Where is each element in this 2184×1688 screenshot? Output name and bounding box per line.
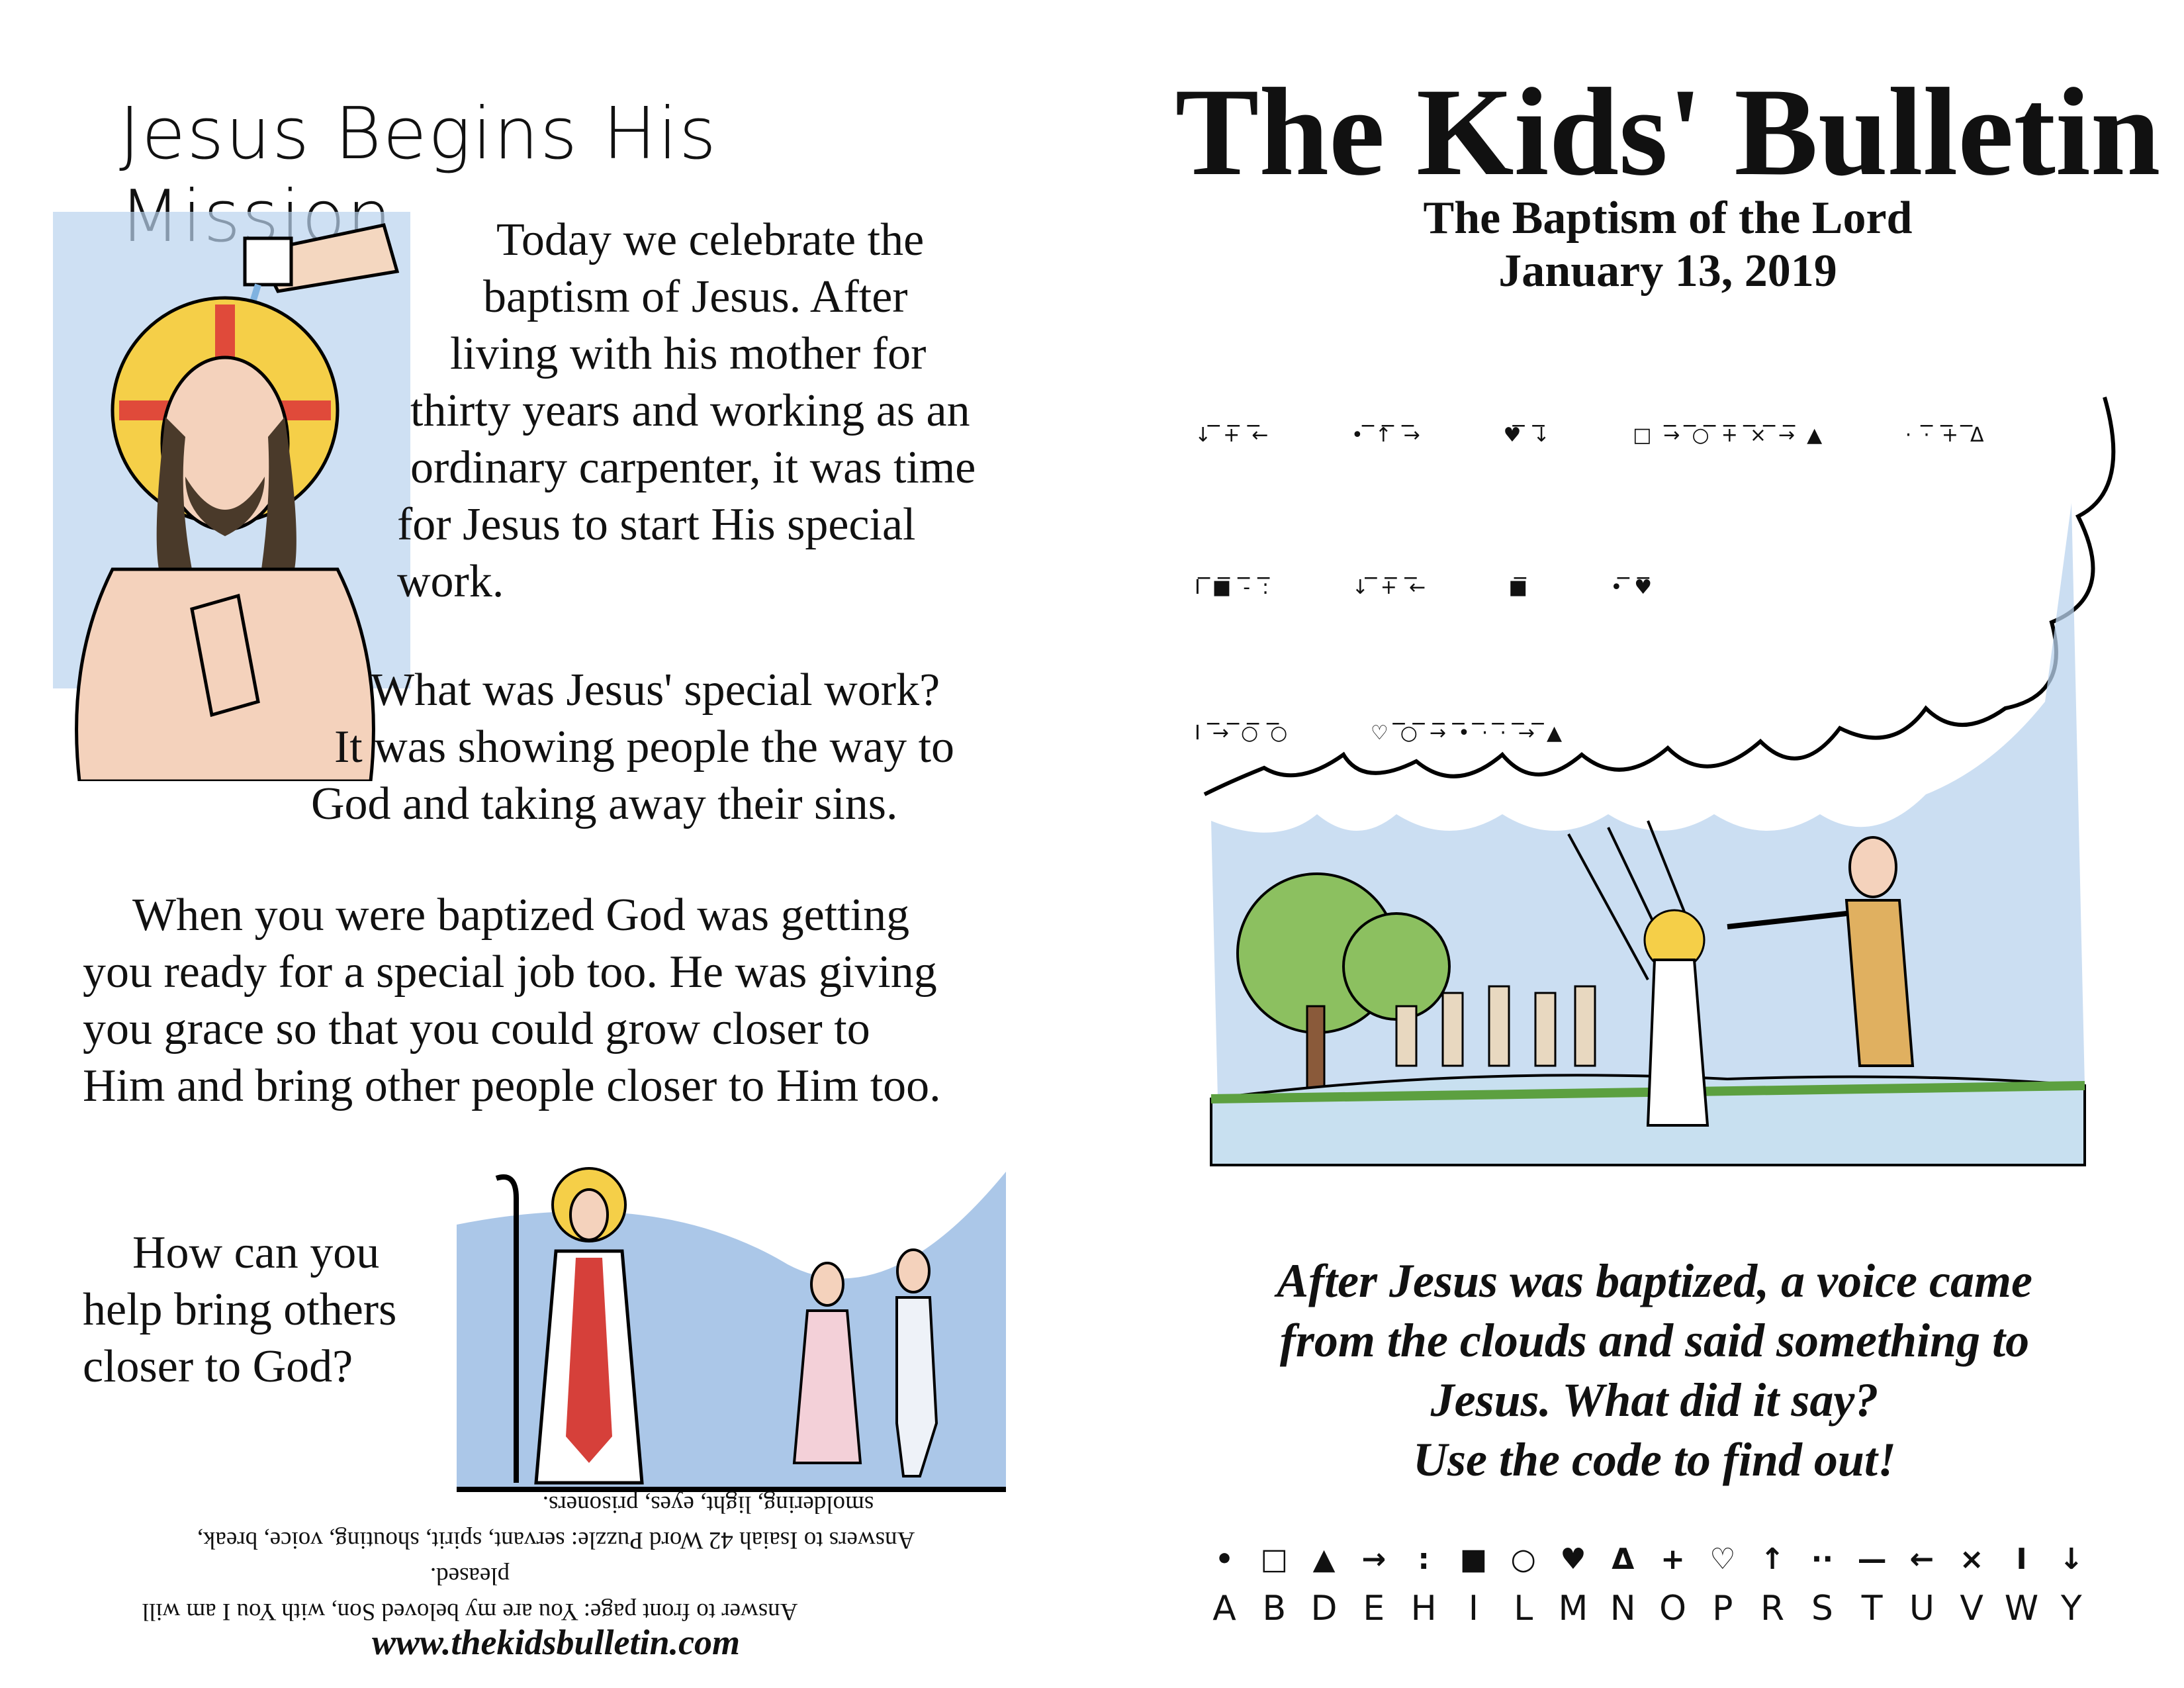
left-page-title: Jesus Begins His: [119, 93, 718, 175]
key-symbol: ♡: [1709, 1542, 1736, 1576]
question-line: After Jesus was baptized, a voice came: [1277, 1254, 2032, 1307]
special-work-line: It was showing people the way to: [334, 722, 955, 773]
code-word: ___ ··+Δ: [1905, 400, 1996, 447]
intro-line: ordinary carpenter, it was time: [410, 442, 976, 493]
code-symbols: ♡○→•··→▲: [1370, 722, 1574, 745]
key-symbol: ○: [1510, 1542, 1536, 1576]
special-work-line: God and taking away their sins.: [311, 778, 898, 829]
code-symbols: ↓+←: [1351, 576, 1438, 599]
answers-upside-down: [106, 1486, 1006, 1629]
intro-paragraph: [397, 212, 1046, 610]
key-letter: H: [1410, 1589, 1437, 1628]
question-line: Use the code to find out!: [1413, 1433, 1896, 1486]
baptized-paragraph: [83, 887, 1062, 1115]
key-symbol: ♥: [1560, 1542, 1586, 1576]
code-key-letters: [1205, 1589, 2091, 1628]
key-symbol: I: [2016, 1542, 2027, 1576]
key-symbol: ↓: [2059, 1542, 2084, 1576]
baptized-line: Him and bring other people closer to Him too.: [83, 1060, 941, 1111]
key-letter: E: [1363, 1589, 1385, 1628]
question-line: Jesus. What did it say?: [1430, 1374, 1879, 1427]
baptized-line: you grace so that you could grow closer to: [83, 1004, 870, 1055]
key-symbol: □: [1260, 1542, 1289, 1576]
special-work-paragraph: [311, 662, 1039, 833]
code-symbols: □→○+×→▲: [1633, 424, 1835, 447]
intro-line: living with his mother for: [450, 328, 927, 379]
key-letter: D: [1310, 1589, 1338, 1628]
baptized-line: you ready for a special job too. He was giving: [83, 947, 937, 998]
key-symbol: :: [1418, 1542, 1430, 1576]
key-letter: N: [1610, 1589, 1636, 1628]
code-word: _______ □→○+×→▲: [1633, 400, 1835, 447]
key-letter: U: [1909, 1589, 1934, 1628]
help-line: help bring others: [83, 1284, 397, 1335]
occasion-title: The Baptism of the Lord: [1423, 193, 1913, 244]
bulletin-subtitle: [1257, 192, 2078, 298]
bulletin-date: January 13, 2019: [1498, 246, 1837, 297]
jesus-with-people-illustration: [457, 1158, 1006, 1503]
help-line: How can you: [132, 1227, 380, 1278]
key-symbol: •: [1214, 1542, 1234, 1576]
code-symbols: ··+Δ: [1905, 424, 1996, 447]
key-symbol: ··: [1811, 1542, 1834, 1576]
key-symbol: Δ: [1612, 1542, 1635, 1576]
code-word: ____ I→○○: [1195, 698, 1300, 745]
key-letter: O: [1659, 1589, 1686, 1628]
key-letter: S: [1811, 1589, 1833, 1628]
website-url: www.thekidsbulletin.com: [371, 1622, 741, 1662]
code-word: ___ •↑→: [1351, 400, 1432, 447]
key-symbol: ▲: [1312, 1542, 1336, 1576]
key-letter: I: [1468, 1589, 1479, 1628]
key-letter: B: [1262, 1589, 1287, 1628]
key-symbol: ×: [1959, 1542, 1984, 1576]
intro-line: Today we celebrate the: [496, 214, 925, 265]
code-symbols: ■: [1508, 576, 1539, 599]
help-others-paragraph: [83, 1225, 480, 1395]
key-letter: Y: [2060, 1589, 2082, 1628]
key-letter: A: [1212, 1589, 1236, 1628]
code-word: ____ I■-:: [1195, 552, 1281, 599]
key-symbol: —: [1857, 1542, 1887, 1576]
code-symbols: I→○○: [1195, 722, 1300, 745]
code-symbols: ♥↓: [1503, 424, 1562, 447]
puzzle-row-1: [1195, 400, 2048, 447]
intro-line: for Jesus to start His special: [397, 499, 916, 550]
intro-line: thirty years and working as an: [410, 385, 970, 436]
key-letter: V: [1960, 1589, 1983, 1628]
key-letter: M: [1558, 1589, 1588, 1628]
answers-line: Answer to front page: You are my beloved Son, with You I am will pleased.: [142, 1562, 798, 1625]
puzzle-question: [1191, 1251, 2118, 1489]
key-symbol: ↑: [1760, 1542, 1785, 1576]
key-letter: P: [1712, 1589, 1733, 1628]
help-line: closer to God?: [83, 1341, 353, 1392]
code-symbols: I■-:: [1195, 576, 1281, 599]
code-key-symbols: [1205, 1542, 2091, 1576]
answers-line: Answers to Isaiah 42 Word Puzzle: servant, spirit, shouting, voice, break,: [197, 1526, 915, 1554]
code-word: ___ ↓+←: [1351, 552, 1438, 599]
special-work-line: What was Jesus' special work?: [371, 665, 940, 716]
code-word: __ ♥↓: [1503, 400, 1562, 447]
key-symbol: +: [1661, 1542, 1685, 1576]
key-letter: W: [2004, 1589, 2039, 1628]
key-letter: T: [1861, 1589, 1883, 1628]
key-symbol: ←: [1909, 1542, 1934, 1576]
question-line: from the clouds and said something to: [1279, 1314, 2030, 1367]
key-symbol: →: [1361, 1542, 1387, 1576]
code-word: ___ ↓+←: [1195, 400, 1281, 447]
intro-line: work.: [397, 556, 504, 607]
code-symbols: ↓+←: [1195, 424, 1281, 447]
bulletin-title: The Kids' Bulletin: [1175, 63, 2161, 202]
code-word: __ •♥: [1610, 552, 1664, 599]
answers-line: smoldering, light, eyes, prisoners.: [542, 1491, 874, 1518]
key-symbol: ■: [1459, 1542, 1488, 1576]
intro-line: baptism of Jesus. After: [483, 271, 908, 322]
river-baptism-scene: [1198, 503, 2098, 1192]
code-symbols: •♥: [1610, 576, 1664, 599]
key-letter: R: [1760, 1589, 1785, 1628]
baptized-line: When you were baptized God was getting: [132, 890, 910, 941]
code-word: ________ ♡○→•··→▲: [1370, 698, 1574, 745]
code-symbols: •↑→: [1351, 424, 1432, 447]
key-letter: L: [1514, 1589, 1533, 1628]
code-word: _ ■: [1508, 552, 1539, 599]
